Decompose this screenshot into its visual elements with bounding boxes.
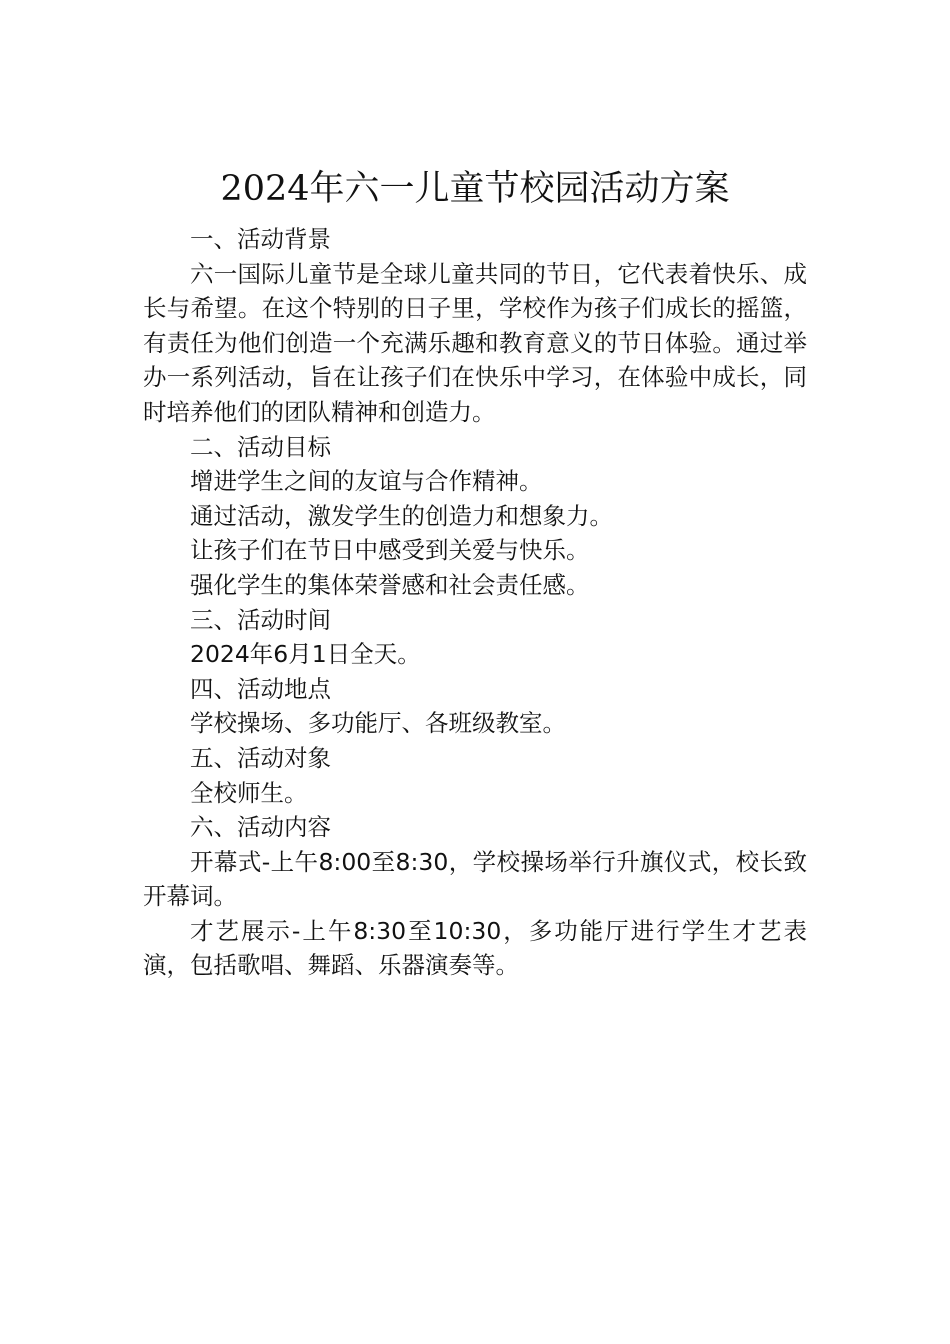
document-body (143, 222, 807, 983)
location-paragraph: 学校操场、多功能厅、各班级教室。 (190, 709, 566, 738)
section-heading-participants: 五、活动对象 (190, 743, 331, 772)
time-paragraph: 2024年6月1日全天。 (190, 640, 421, 669)
section-heading-content: 六、活动内容 (190, 813, 331, 842)
content-item-opening: 开幕式-上午8:00至8:30，学校操场举行升旗仪式，校长致开幕词。 (143, 847, 807, 911)
section-heading-time: 三、活动时间 (190, 605, 331, 634)
background-paragraph: 六一国际儿童节是全球儿童共同的节日，它代表着快乐、成长与希望。在这个特别的日子里，学校作为孩子们成长的摇篮，有责任为他们创造一个充满乐趣和教育意义的节日体验。通过举办一系列活动，旨在让孩子们在快乐中学习，在体验中成长，同时培养他们的团队精神和创造力。 (143, 259, 807, 426)
goal-item: 强化学生的集体荣誉感和社会责任感。 (190, 570, 590, 599)
section-heading-location: 四、活动地点 (190, 674, 331, 703)
goal-item: 让孩子们在节日中感受到关爱与快乐。 (190, 536, 590, 565)
content-item-talent-show: 才艺展示-上午8:30至10:30，多功能厅进行学生才艺表演，包括歌唱、舞蹈、乐器演奏等。 (143, 916, 807, 980)
section-heading-goals: 二、活动目标 (190, 432, 331, 461)
participants-paragraph: 全校师生。 (190, 778, 308, 807)
goal-item: 增进学生之间的友谊与合作精神。 (190, 467, 543, 496)
section-heading-background: 一、活动背景 (190, 225, 331, 253)
goal-item: 通过活动，激发学生的创造力和想象力。 (190, 501, 613, 530)
document-title: 2024年六一儿童节校园活动方案 (220, 169, 730, 209)
